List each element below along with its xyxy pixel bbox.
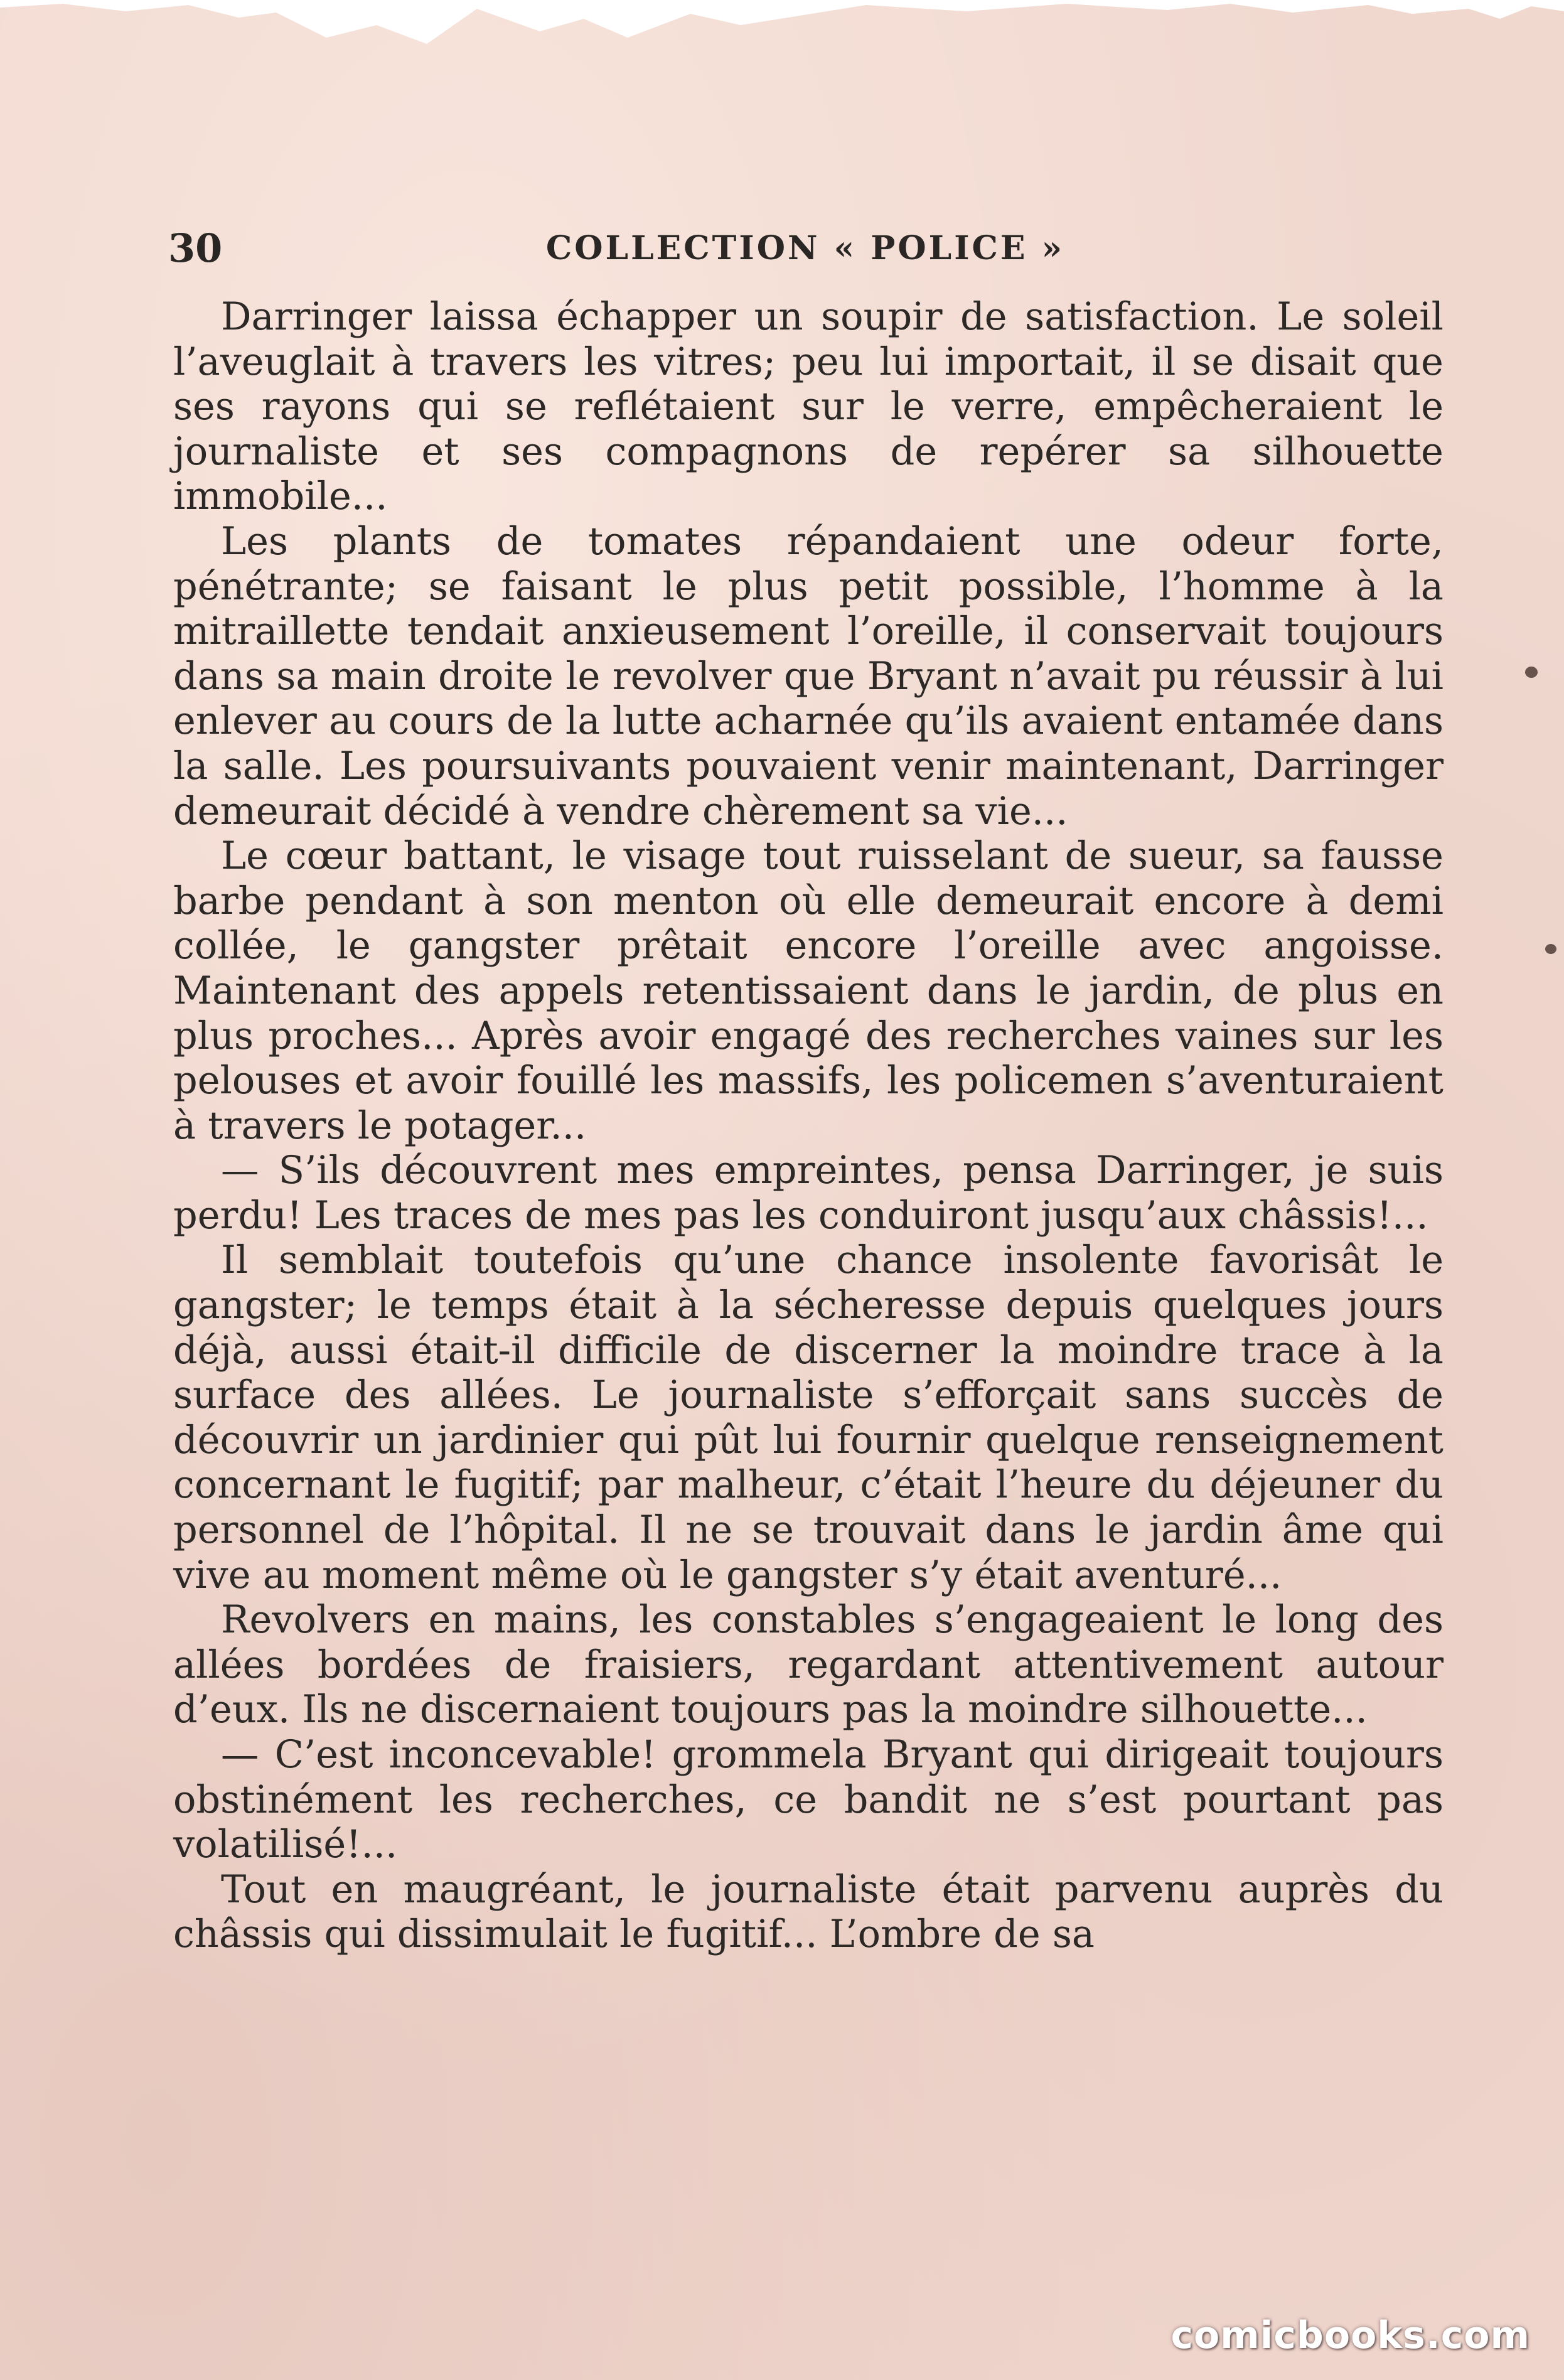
torn-edge <box>0 0 1564 75</box>
watermark: comicbooks.com <box>1170 2313 1530 2357</box>
body-text <box>173 295 1443 1958</box>
paragraph: Revolvers en mains, les constables s’engageaient le long des allées bordées de fraisiers, regardant attentivement autour d’eux. Ils ne discernaient toujours pas la moindre silhouette... <box>173 1598 1443 1732</box>
page-number: 30 <box>168 225 223 271</box>
paragraph: Tout en maugréant, le journaliste était parvenu auprès du châssis qui dissimulait le fugitif... L’ombre de sa <box>173 1867 1443 1957</box>
ink-spot <box>1545 944 1556 954</box>
paragraph: — S’ils découvrent mes empreintes, pensa Darringer, je suis perdu! Les traces de mes pas les conduiront jusqu’aux châssis!... <box>173 1149 1443 1238</box>
paragraph: Darringer laissa échapper un soupir de satisfaction. Le soleil l’aveuglait à travers les vitres; peu lui importait, il se disait que ses rayons qui se reflétaient sur le verre, empêcheraient le journaliste et ses compagnons de repérer sa silhouette immobile... <box>173 295 1443 519</box>
paragraph: Il semblait toutefois qu’une chance insolente favorisât le gangster; le temps était à la sécheresse depuis quelques jours déjà, aussi était-il difficile de discerner la moindre trace à la surface des allées. Le journaliste s’efforçait sans succès de découvrir un jardinier qui pût lui fournir quelque renseignement concernant le fugitif; par malheur, c’était l’heure du déjeuner du personnel de l’hôpital. Il ne se trouvait dans le jardin âme qui vive au moment même où le gangster s’y était aventuré... <box>173 1238 1443 1597</box>
paragraph: — C’est inconcevable! grommela Bryant qui dirigeait toujours obstinément les recherches, ce bandit ne s’est pourtant pas volatilisé!... <box>173 1733 1443 1867</box>
ink-spot <box>1525 667 1538 678</box>
running-title: COLLECTION « POLICE » <box>545 229 1065 267</box>
page-header <box>168 223 1442 274</box>
paragraph: Le cœur battant, le visage tout ruisselant de sueur, sa fausse barbe pendant à son menton où elle demeurait encore à demi collée, le gangster prêtait encore l’oreille avec angoisse. Maintenant des appels retentissaient dans le jardin, de plus en plus proches... Après avoir engagé des recherches vaines sur les pelouses et avoir fouillé les massifs, les policemen s’aventuraient à travers le potager... <box>173 834 1443 1148</box>
paragraph: Les plants de tomates répandaient une odeur forte, pénétrante; se faisant le plus petit possible, l’homme à la mitraillette tendait anxieusement l’oreille, il conservait toujours dans sa main droite le revolver que Bryant n’avait pu réussir à lui enlever au cours de la lutte acharnée qu’ils avaient entamée dans la salle. Les poursuivants pouvaient venir maintenant, Darringer demeurait décidé à vendre chèrement sa vie... <box>173 519 1443 834</box>
